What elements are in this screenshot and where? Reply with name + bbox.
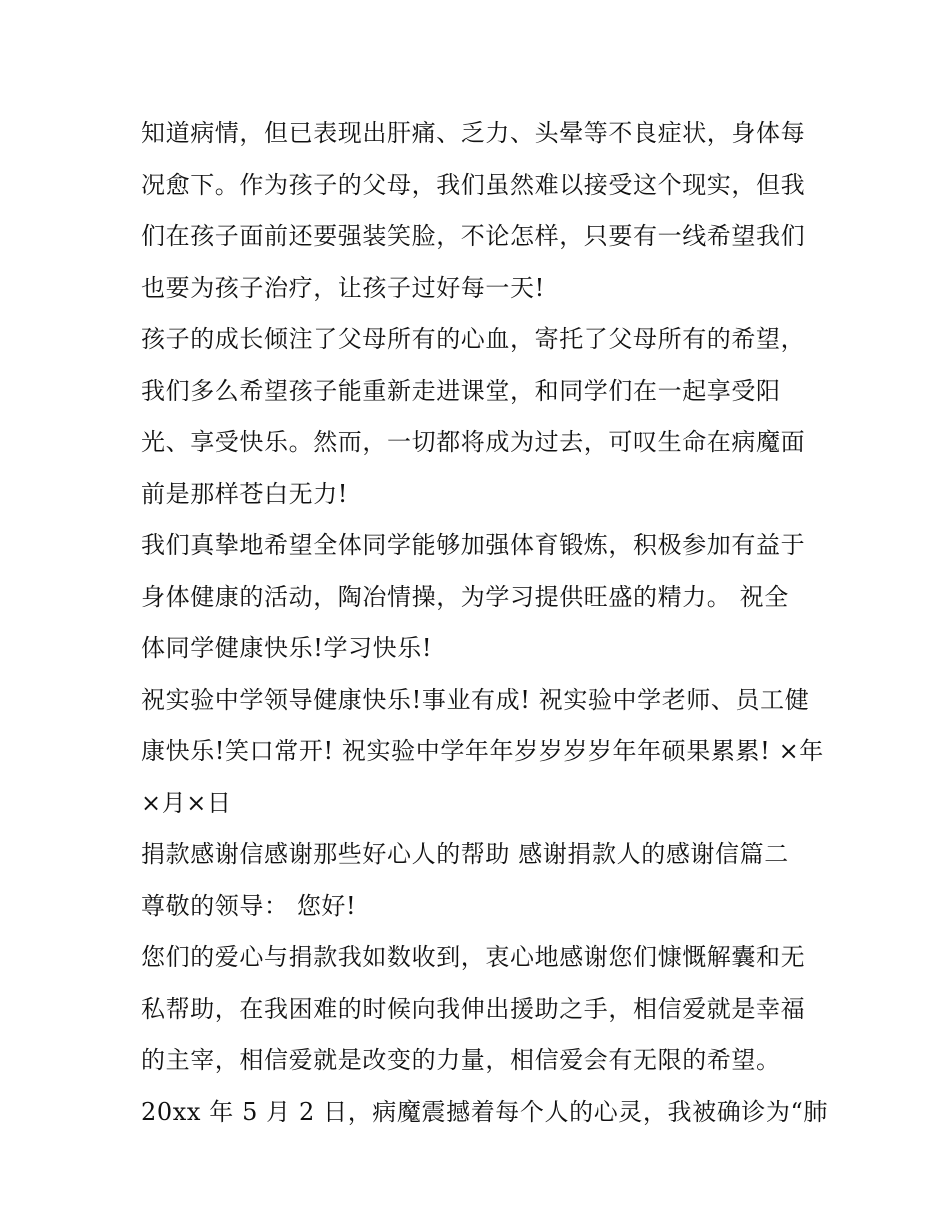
text-line: 祝实验中学领导健康快乐!事业有成! 祝实验中学老师、员工健 [141, 685, 810, 714]
text-line: 光、享受快乐。然而，一切都将成为过去，可叹生命在病魔面 [141, 428, 806, 456]
text-line: 们在孩子面前还要强装笑脸，不论怎样，只要有一线希望我们 [141, 222, 806, 250]
text-line: 我们真挚地希望全体同学能够加强体育锻炼，积极参加有益于 [141, 531, 806, 559]
document-body [141, 108, 828, 1138]
text-line: 私帮助，在我困难的时候向我伸出援助之手，相信爱就是幸福 [141, 994, 806, 1023]
text-line: 康快乐!笑口常开! 祝实验中学年年岁岁岁岁年年硕果累累! ×年 [141, 737, 824, 765]
text-line: 体同学健康快乐!学习快乐! [141, 634, 433, 662]
text-line: ×月×日 [141, 788, 232, 817]
text-line: 也要为孩子治疗，让孩子过好每一天! [141, 273, 545, 302]
text-line: 您们的爱心与捐款我如数收到，衷心地感谢您们慷慨解囊和无 [141, 943, 806, 971]
text-line: 20xx 年 5 月 2 日，病魔震撼着每个人的心灵，我被确诊为“肺 [141, 1097, 828, 1126]
text-line: 的主宰，相信爱就是改变的力量，相信爱会有无限的希望。 [141, 1046, 781, 1074]
text-line: 身体健康的活动，陶冶情操，为学习提供旺盛的精力。 祝全 [141, 582, 789, 611]
text-line: 尊敬的领导： 您好! [141, 891, 357, 920]
text-line: 捐款感谢信感谢那些好心人的帮助 感谢捐款人的感谢信篇二 [141, 840, 789, 868]
text-line: 前是那样苍白无力! [141, 479, 349, 508]
text-line: 况愈下。作为孩子的父母，我们虽然难以接受这个现实，但我 [141, 170, 806, 199]
text-line: 孩子的成长倾注了父母所有的心血，寄托了父母所有的希望， [141, 325, 806, 353]
text-line: 知道病情，但已表现出肝痛、乏力、头晕等不良症状，身体每 [141, 119, 806, 147]
text-line: 我们多么希望孩子能重新走进课堂，和同学们在一起享受阳 [141, 376, 781, 405]
